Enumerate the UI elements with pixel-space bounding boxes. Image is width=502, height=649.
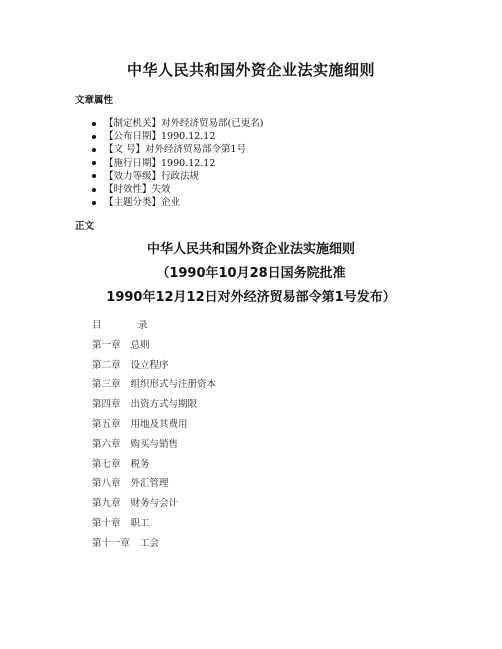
toc-chapter-number: 第十章 [92, 517, 121, 529]
toc-chapter-number: 第四章 [92, 399, 121, 411]
attribute-text: 【时效性】失效 [104, 184, 171, 196]
attribute-text: 【制定机关】对外经济贸易部(已更名) [104, 118, 264, 129]
toc-chapter-number: 第八章 [92, 478, 121, 490]
toc-heading [92, 316, 216, 336]
attribute-item-effective-date [92, 157, 263, 170]
toc-chapter-name: 设立程序 [130, 359, 169, 371]
main-title-line-1: 中华人民共和国外资企业法实施细则 [146, 242, 355, 257]
attribute-item-legal-level [92, 170, 263, 183]
toc-item [92, 514, 216, 534]
table-of-contents [92, 316, 216, 554]
toc-chapter-name: 外汇管理 [130, 478, 169, 490]
attribute-item-category [92, 196, 263, 209]
attribute-item-issuer [92, 117, 263, 130]
toc-item [92, 474, 216, 494]
toc-chapter-number: 第五章 [92, 418, 121, 430]
toc-chapter-name: 税务 [130, 458, 150, 470]
toc-chapter-number: 第三章 [92, 379, 121, 391]
toc-item [92, 375, 216, 395]
attribute-text: 【效力等级】行政法规 [104, 170, 200, 182]
toc-item [92, 455, 216, 475]
toc-chapter-number: 第二章 [92, 359, 121, 371]
toc-item [92, 356, 216, 376]
toc-item [92, 494, 216, 514]
toc-chapter-name: 出资方式与期限 [130, 399, 198, 411]
toc-chapter-name: 总则 [130, 339, 150, 351]
attributes-list [92, 117, 263, 209]
bullet-icon [92, 148, 96, 152]
toc-chapter-name: 财务与会计 [130, 498, 179, 510]
toc-chapter-number: 第七章 [92, 458, 121, 470]
main-title-line-2: （1990年10月28日国务院批准 [156, 266, 346, 281]
toc-chapter-number: 第十一章 [92, 537, 131, 549]
toc-heading-left: 目 [92, 320, 102, 331]
toc-item [92, 534, 216, 554]
toc-chapter-number: 第九章 [92, 498, 121, 510]
bullet-icon [92, 135, 96, 139]
attribute-item-doc-number [92, 143, 263, 156]
body-label: 正文 [75, 221, 95, 232]
toc-chapter-name: 职工 [130, 517, 150, 529]
toc-chapter-name: 用地及其费用 [130, 418, 188, 430]
document-title: 中华人民共和国外资企业法实施细则 [126, 61, 375, 79]
toc-chapter-name: 组织形式与注册资本 [130, 379, 217, 391]
toc-chapter-number: 第一章 [92, 339, 121, 351]
attribute-item-publish-date [92, 130, 263, 143]
toc-item [92, 435, 216, 455]
toc-item [92, 395, 216, 415]
attribute-item-validity [92, 183, 263, 196]
bullet-icon [92, 161, 96, 165]
toc-item [92, 336, 216, 356]
attribute-text: 【公布日期】1990.12.12 [104, 131, 216, 143]
main-title-line-3: 1990年12月12日对外经济贸易部令第1号发布） [106, 290, 396, 305]
bullet-icon [92, 201, 96, 205]
bullet-icon [92, 122, 96, 126]
attribute-text: 【文 号】对外经济贸易部令第1号 [104, 144, 247, 156]
bullet-icon [92, 188, 96, 192]
bullet-icon [92, 174, 96, 178]
attribute-text: 【施行日期】1990.12.12 [104, 157, 216, 169]
toc-chapter-number: 第六章 [92, 438, 121, 450]
attributes-label: 文章属性 [75, 95, 114, 106]
toc-heading-right: 录 [138, 320, 148, 331]
toc-item [92, 415, 216, 435]
toc-chapter-name: 购买与销售 [130, 438, 179, 450]
toc-chapter-name: 工会 [140, 537, 160, 549]
attribute-text: 【主题分类】企业 [104, 197, 181, 209]
